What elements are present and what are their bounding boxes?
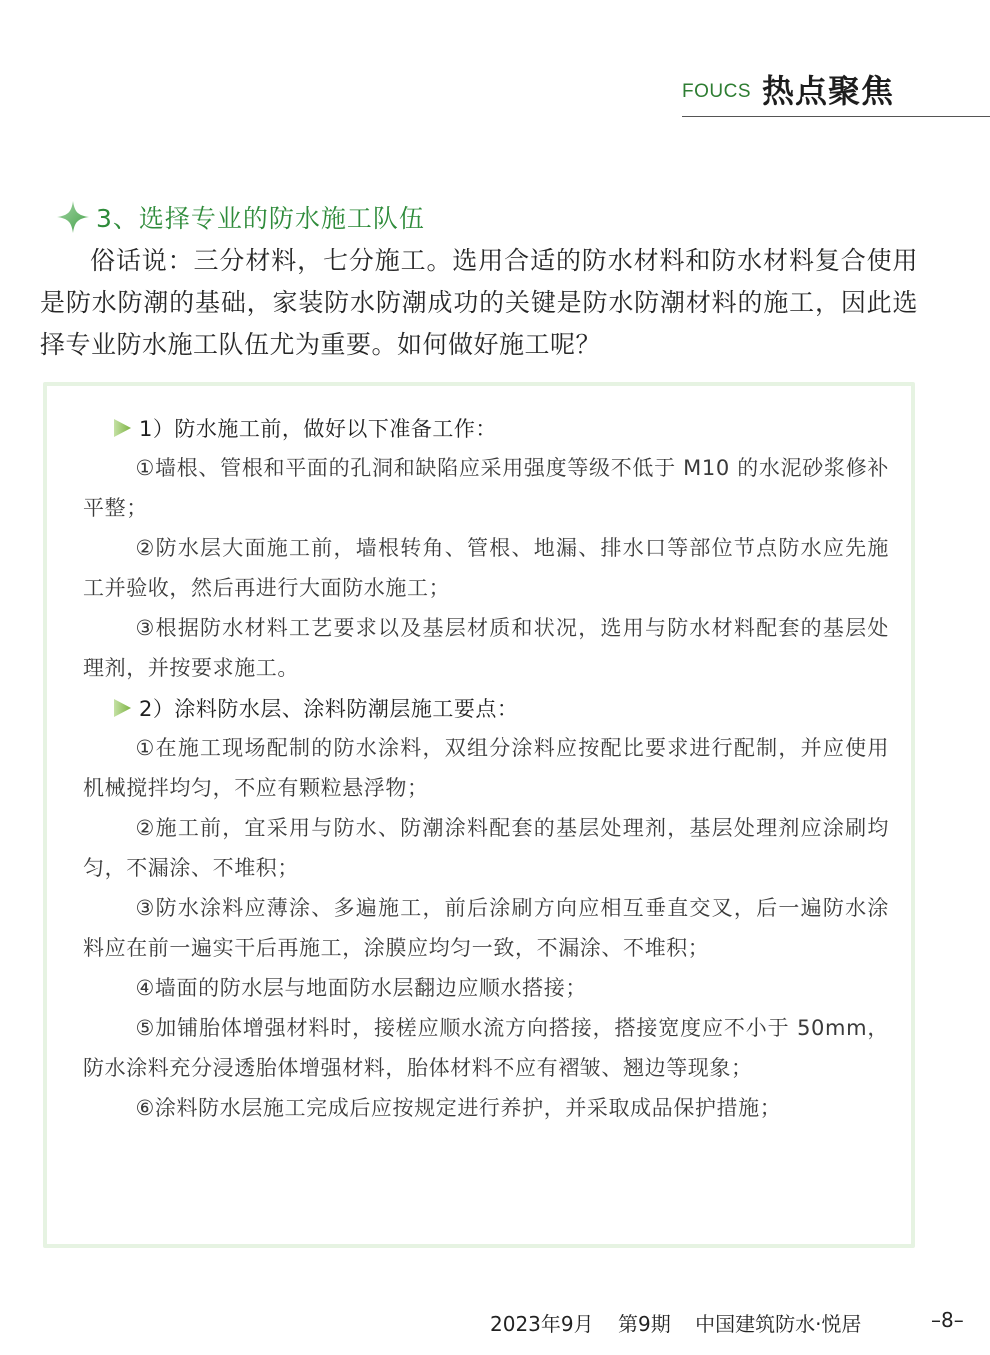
section-heading bbox=[56, 198, 425, 236]
sparkle-icon bbox=[56, 200, 90, 234]
list-item: ③防水涂料应薄涂、多遍施工，前后涂刷方向应相互垂直交叉，后一遍防水涂料应在前一遍实干后再施工，涂膜应均匀一致，不漏涂、不堆积； bbox=[83, 896, 889, 960]
footer-journal-name: 中国建筑防水·悦居 bbox=[695, 1312, 862, 1336]
triangle-arrow-icon bbox=[111, 417, 133, 439]
header-divider bbox=[682, 116, 990, 117]
list-item: ①在施工现场配制的防水涂料，双组分涂料应按配比要求进行配制，并应使用机械搅拌均匀，不应有颗粒悬浮物； bbox=[83, 736, 889, 800]
group-heading-text: 1）防水施工前，做好以下准备工作： bbox=[139, 417, 497, 441]
page-footer bbox=[490, 1308, 861, 1337]
footer-date: 2023年9月 bbox=[490, 1312, 594, 1336]
list-item: ①墙根、管根和平面的孔洞和缺陷应采用强度等级不低于 M10 的水泥砂浆修补平整； bbox=[83, 456, 889, 520]
header-chinese-title: 热点聚焦 bbox=[762, 72, 895, 110]
page-number: –8– bbox=[931, 1308, 964, 1332]
list-item: ⑥涂料防水层施工完成后应按规定进行养护，并采取成品保护措施； bbox=[135, 1096, 782, 1120]
header-english-label: FOUCS bbox=[682, 81, 751, 102]
list-item: ②防水层大面施工前，墙根转角、管根、地漏、排水口等部位节点防水应先施工并验收，然后再进行大面防水施工； bbox=[83, 536, 889, 600]
group-heading-text: 2）涂料防水层、涂料防潮层施工要点： bbox=[139, 697, 519, 721]
tips-box-content bbox=[83, 408, 889, 1128]
list-item: ④墙面的防水层与地面防水层翻边应顺水搭接； bbox=[135, 976, 587, 1000]
tips-box bbox=[43, 382, 915, 1248]
triangle-arrow-icon bbox=[111, 697, 133, 719]
section-title: 3、选择专业的防水施工队伍 bbox=[96, 204, 425, 233]
list-item: ②施工前，宜采用与防水、防潮涂料配套的基层处理剂，基层处理剂应涂刷均匀，不漏涂、不堆积； bbox=[83, 816, 889, 880]
page-header bbox=[682, 60, 990, 118]
list-item: ⑤加铺胎体增强材料时，接槎应顺水流方向搭接，搭接宽度应不小于 50mm，防水涂料充分浸透胎体增强材料，胎体材料不应有褶皱、翘边等现象； bbox=[83, 1016, 889, 1080]
intro-paragraph: 俗话说：三分材料，七分施工。选用合适的防水材料和防水材料复合使用是防水防潮的基础，家装防水防潮成功的关键是防水防潮材料的施工，因此选择专业防水施工队伍尤为重要。如何做好施工呢？ bbox=[40, 246, 918, 359]
group-heading bbox=[111, 408, 889, 448]
footer-issue: 第9期 bbox=[617, 1312, 671, 1336]
group-heading bbox=[111, 688, 889, 728]
list-item: ③根据防水材料工艺要求以及基层材质和状况，选用与防水材料配套的基层处理剂，并按要求施工。 bbox=[83, 616, 889, 680]
